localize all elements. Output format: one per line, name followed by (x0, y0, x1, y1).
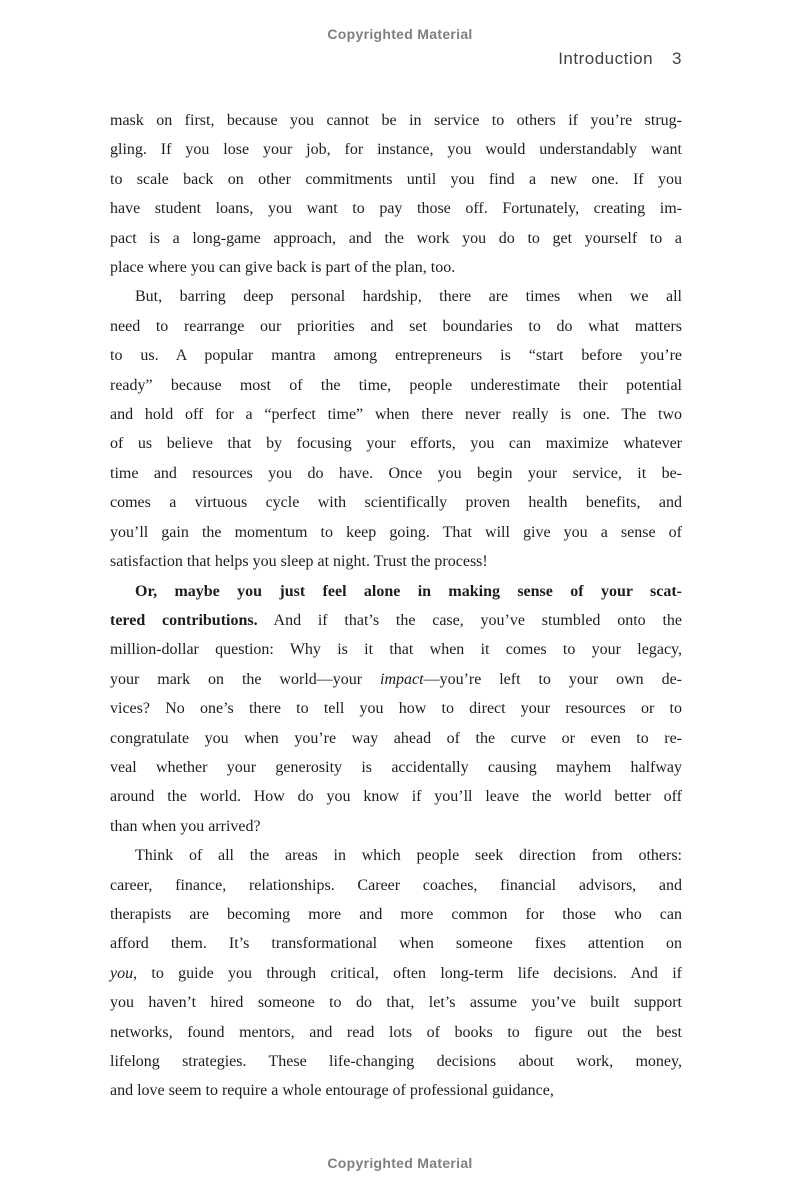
text-line: than when you arrived? (110, 817, 261, 835)
text-line: therapists are becoming more and more common for those who can (110, 905, 682, 923)
text-line: have student loans, you want to pay those off. Fortunately, creating im- (110, 200, 682, 218)
text-line: pact is a long-game approach, and the work you do to get yourself to a (110, 229, 682, 247)
text-line: But, barring deep personal hardship, there are times when we all (135, 288, 682, 306)
text-line: satisfaction that helps you sleep at night. Trust the process! (110, 553, 488, 571)
text-line: networks, found mentors, and read lots of books to figure out the best (110, 1023, 682, 1041)
text-line: around the world. How do you know if you’ll leave the world better off (110, 788, 682, 806)
text-line: ready” because most of the time, people underestimate their potential (110, 376, 682, 394)
text-line: comes a virtuous cycle with scientifically proven health benefits, and (110, 494, 682, 512)
text-line: mask on first, because you cannot be in service to others if you’re strug- (110, 112, 682, 129)
text-line: Think of all the areas in which people seek direction from others: (135, 847, 682, 865)
running-header (110, 49, 682, 69)
chapter-title: Introduction (558, 49, 654, 68)
text-line: to scale back on other commitments until you find a new one. If you (110, 170, 682, 188)
text-line: lifelong strategies. These life-changing decisions about work, money, (110, 1053, 682, 1070)
text-line: of us believe that by focusing your efforts, you can maximize whatever (110, 435, 682, 453)
text-line: career, finance, relationships. Career coaches, financial advisors, and (110, 876, 682, 894)
text-line: your mark on the world—your impact—you’re left to your own de- (110, 670, 683, 688)
text-line: Or, maybe you just feel alone in making sense of your scat- (135, 582, 682, 600)
text-block (110, 106, 682, 1106)
paragraph (110, 841, 682, 1106)
text-line: time and resources you do have. Once you begin your service, it be- (110, 464, 682, 482)
text-line: million-dollar question: Why is it that when it comes to your legacy, (110, 641, 682, 659)
text-line: congratulate you when you’re way ahead of the curve or even to re- (110, 729, 682, 747)
copyright-notice-top: Copyrighted Material (327, 26, 473, 42)
text-line: and hold off for a “perfect time” when there never really is one. The two (110, 406, 682, 424)
text-line: gling. If you lose your job, for instance, you would understandably want (110, 141, 682, 159)
text-line: to us. A popular mantra among entrepreneurs is “start before you’re (110, 347, 682, 365)
text-line: you, to guide you through critical, often long-term life decisions. And if (110, 964, 682, 982)
text-line: veal whether your generosity is accidentally causing mayhem halfway (110, 758, 682, 776)
text-line: and love seem to require a whole entourage of professional guidance, (110, 1082, 554, 1100)
text-line: tered contributions. And if that’s the case, you’ve stumbled onto the (110, 611, 682, 629)
copyright-notice-bottom: Copyrighted Material (327, 1155, 473, 1171)
paragraph (110, 106, 682, 282)
text-line: you’ll gain the momentum to keep going. That will give you a sense of (110, 523, 682, 541)
text-line: afford them. It’s transformational when someone fixes attention on (110, 935, 682, 953)
text-line: need to rearrange our priorities and set boundaries to do what matters (110, 317, 682, 335)
paragraph (110, 282, 682, 576)
text-line: you haven’t hired someone to do that, let’s assume you’ve built support (110, 994, 682, 1012)
paragraph (110, 577, 682, 842)
page-number: 3 (672, 49, 682, 68)
text-line: vices? No one’s there to tell you how to direct your resources or to (110, 700, 682, 718)
text-line: place where you can give back is part of the plan, too. (110, 259, 456, 277)
